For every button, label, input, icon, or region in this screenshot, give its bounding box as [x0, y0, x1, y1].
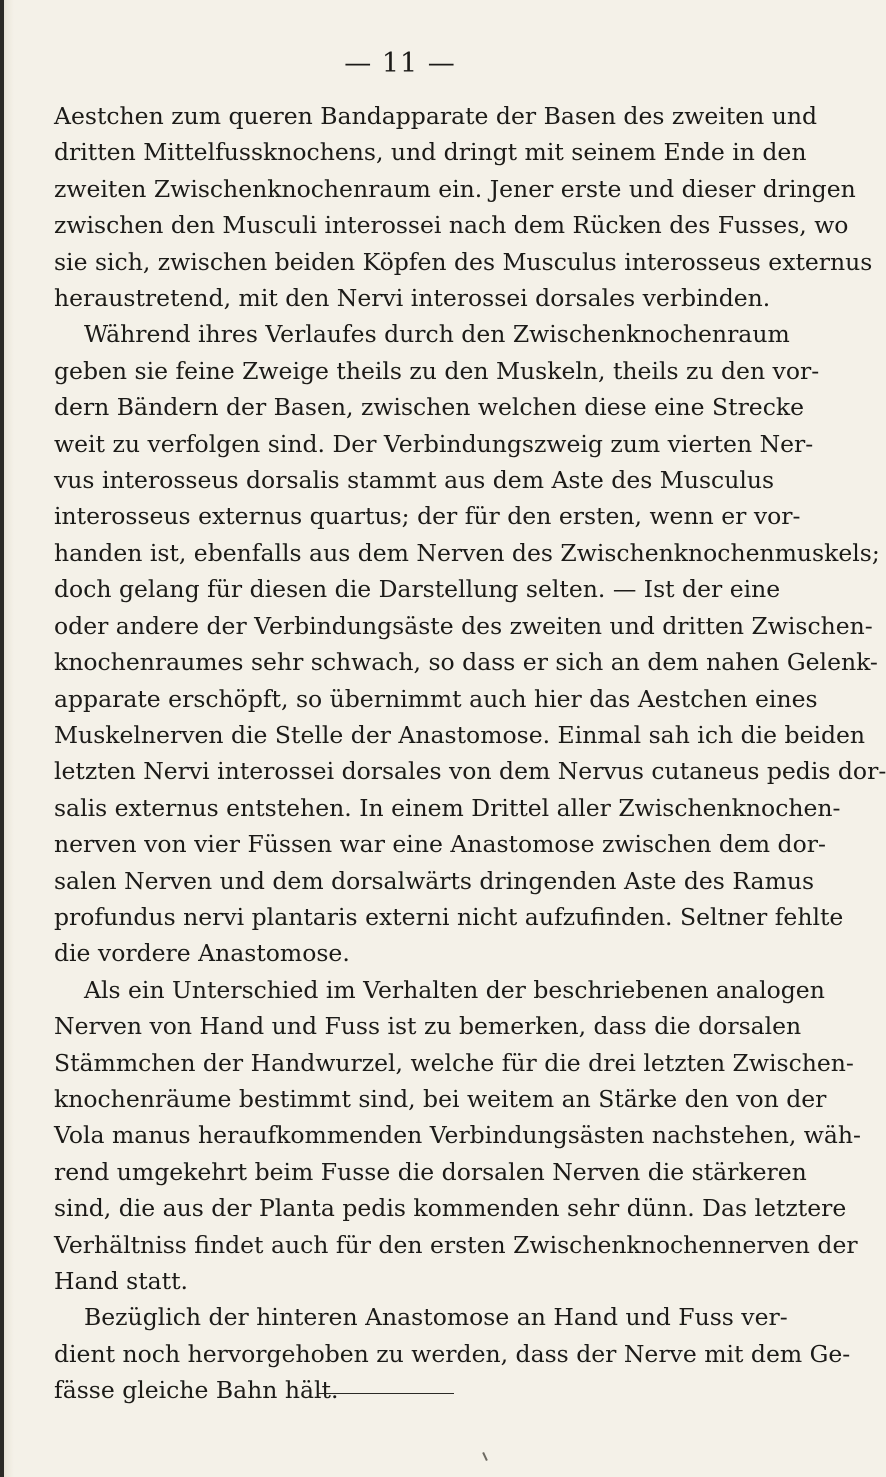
- text-line: apparate erschöpft, so übernimmt auch hier das Aestchen eines: [54, 684, 818, 713]
- text-line: Aestchen zum queren Bandapparate der Basen des zweiten und: [54, 102, 818, 130]
- paragraph-1: [54, 98, 873, 316]
- text-line: die vordere Anastomose.: [54, 939, 350, 968]
- text-line: doch gelang für diesen die Darstellung selten. — Ist der eine: [54, 575, 781, 604]
- page-number: — 11 —: [344, 48, 456, 79]
- text-line: rend umgekehrt beim Fusse die dorsalen Nerven die stärkeren: [54, 1157, 807, 1186]
- text-line: profundus nervi plantaris externi nicht aufzufinden. Seltner fehlte: [54, 902, 844, 931]
- text-line: Verhältniss findet auch für den ersten Zwischenknochennerven der: [54, 1230, 858, 1259]
- text-line: letzten Nervi interossei dorsales von dem Nervus cutaneus pedis dor-: [54, 757, 886, 786]
- ink-mark: [482, 1452, 488, 1461]
- text-line: knochenraumes sehr schwach, so dass er sich an dem nahen Gelenk-: [54, 648, 878, 677]
- text-line: interosseus externus quartus; der für den ersten, wenn er vor-: [54, 502, 801, 531]
- closing-rule: [318, 1393, 454, 1394]
- text-line: dritten Mittelfussknochens, und dringt mit seinem Ende in den: [54, 138, 807, 167]
- text-line: geben sie feine Zweige theils zu den Muskeln, theils zu den vor-: [54, 356, 820, 385]
- text-line: weit zu verfolgen sind. Der Verbindungszweig zum vierten Ner-: [54, 429, 814, 458]
- paragraph-2: [54, 316, 886, 971]
- text-body: [54, 98, 886, 1409]
- text-line: dient noch hervorgehoben zu werden, dass der Nerve mit dem Ge-: [54, 1339, 851, 1368]
- text-line: zweiten Zwischenknochenraum ein. Jener erste und dieser dringen: [54, 174, 856, 203]
- text-line: Hand statt.: [54, 1267, 189, 1295]
- text-line: fässe gleiche Bahn hält.: [54, 1376, 339, 1405]
- text-line: Bezüglich der hinteren Anastomose an Hand und Fuss ver-: [84, 1303, 788, 1332]
- text-line: heraustretend, mit den Nervi interossei dorsales verbinden.: [54, 284, 771, 313]
- text-line: salis externus entstehen. In einem Drittel aller Zwischenknochen-: [54, 793, 841, 822]
- text-line: sind, die aus der Planta pedis kommenden sehr dünn. Das letztere: [54, 1194, 847, 1223]
- text-line: dern Bändern der Basen, zwischen welchen diese eine Strecke: [54, 393, 805, 422]
- text-line: handen ist, ebenfalls aus dem Nerven des Zwischenknochenmuskels;: [54, 538, 880, 567]
- text-line: nerven von vier Füssen war eine Anastomose zwischen dem dor-: [54, 830, 826, 859]
- binding-edge: [0, 0, 4, 1477]
- text-line: Nerven von Hand und Fuss ist zu bemerken, dass die dorsalen: [54, 1012, 802, 1041]
- text-line: Vola manus heraufkommenden Verbindungsästen nachstehen, wäh-: [54, 1121, 861, 1150]
- text-line: vus interosseus dorsalis stammt aus dem Aste des Musculus: [54, 466, 775, 495]
- text-line: Muskelnerven die Stelle der Anastomose. Einmal sah ich die beiden: [54, 720, 866, 749]
- text-line: sie sich, zwischen beiden Köpfen des Musculus interosseus externus: [54, 247, 873, 276]
- text-line: Während ihres Verlaufes durch den Zwischenknochenraum: [84, 320, 790, 349]
- text-line: Als ein Unterschied im Verhalten der beschriebenen analogen: [84, 975, 825, 1004]
- text-line: Stämmchen der Handwurzel, welche für die drei letzten Zwischen-: [54, 1048, 854, 1077]
- text-line: salen Nerven und dem dorsalwärts dringenden Aste des Ramus: [54, 866, 815, 895]
- text-line: oder andere der Verbindungsäste des zweiten und dritten Zwischen-: [54, 611, 873, 640]
- text-line: knochenräume bestimmt sind, bei weitem an Stärke den von der: [54, 1084, 827, 1113]
- text-line: zwischen den Musculi interossei nach dem Rücken des Fusses, wo: [54, 211, 849, 240]
- paragraph-3: [54, 972, 861, 1300]
